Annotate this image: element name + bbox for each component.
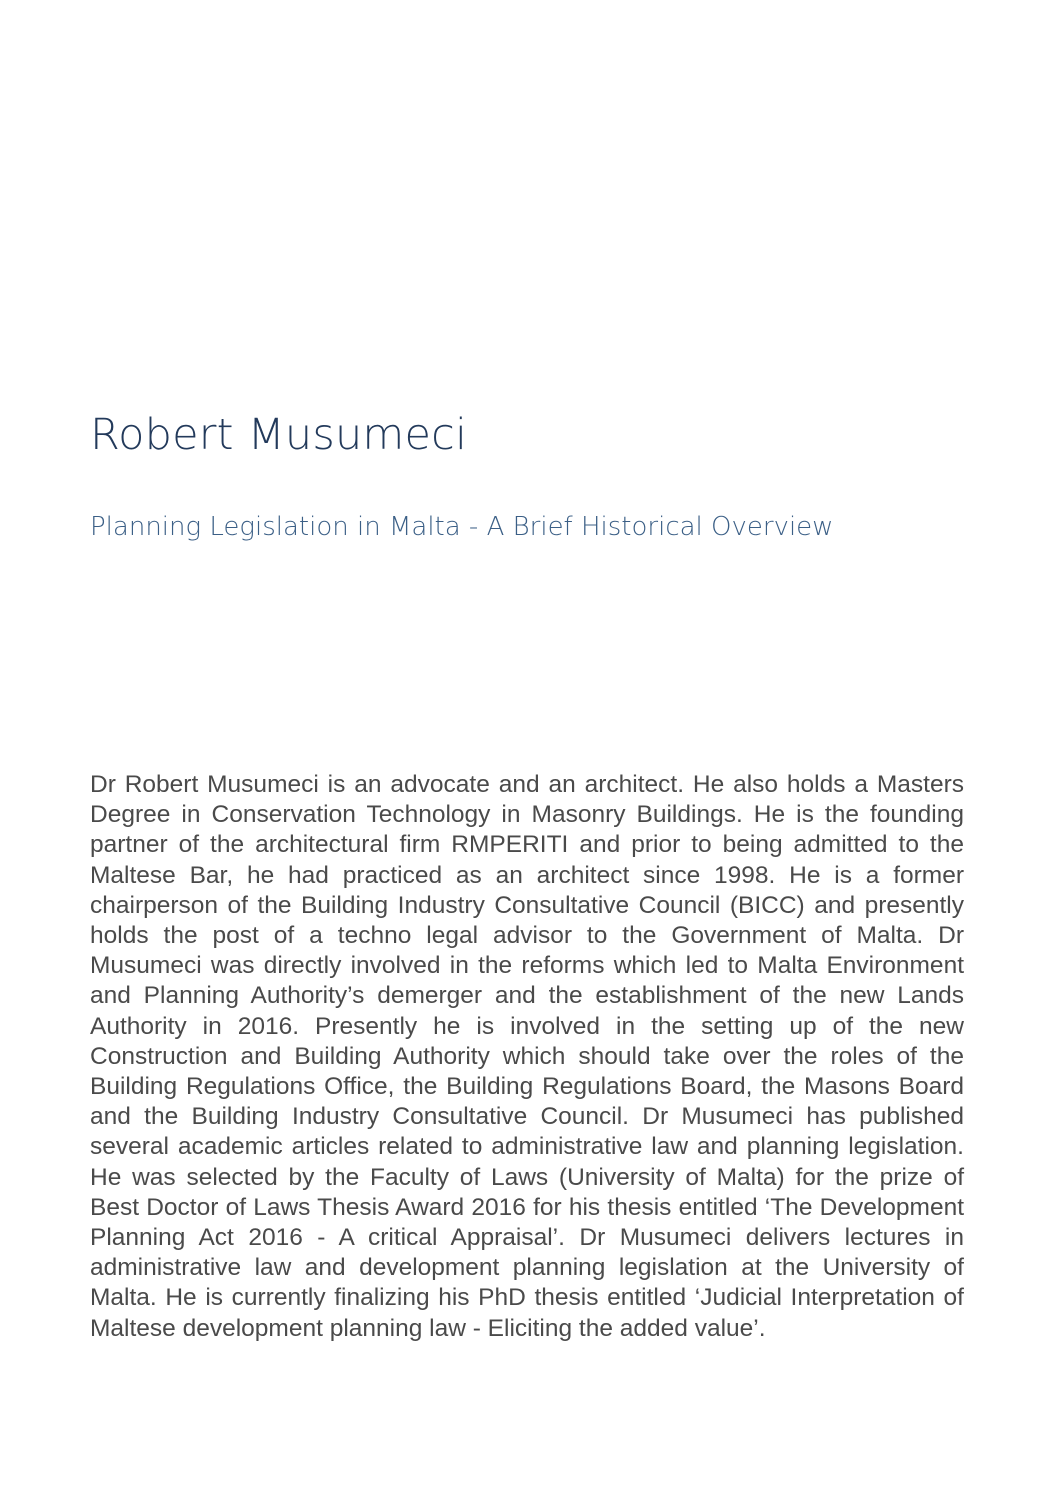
author-name: Robert Musumeci [90, 410, 468, 460]
article-title: Planning Legislation in Malta - A Brief Historical Overview [90, 512, 834, 542]
author-biography: Dr Robert Musumeci is an advocate and an architect. He also holds a Masters Degree in Conservation Technology in Masonry Buildings. He is the founding partner of the architectural firm RMPERITI and prior to being admitted to the Maltese Bar, he had practiced as an architect since 1998. He is a former chairperson of the Building Industry Consultative Council (BICC) and presently holds the post of a techno legal advisor to the Government of Malta. Dr Musumeci was directly involved in the reforms which led to Malta Environment and Planning Authority’s demerger and the establishment of the new Lands Authority in 2016. Presently he is involved in the setting up of the new Construction and Building Authority which should take over the roles of the Building Regulations Office, the Building Regulations Board, the Masons Board and the Building Industry Consultative Council. Dr Musumeci has published several academic articles related to administrative law and planning legislation. He was selected by the Faculty of Laws (University of Malta) for the prize of Best Doctor of Laws Thesis Award 2016 for his thesis entitled ‘The Development Planning Act 2016 - A critical Appraisal’. Dr Musumeci delivers lectures in administrative law and development planning legislation at the University of Malta. He is currently finalizing his PhD thesis entitled ‘Judicial Interpretation of Maltese development planning law - Eliciting the added value’. [90, 771, 964, 1342]
